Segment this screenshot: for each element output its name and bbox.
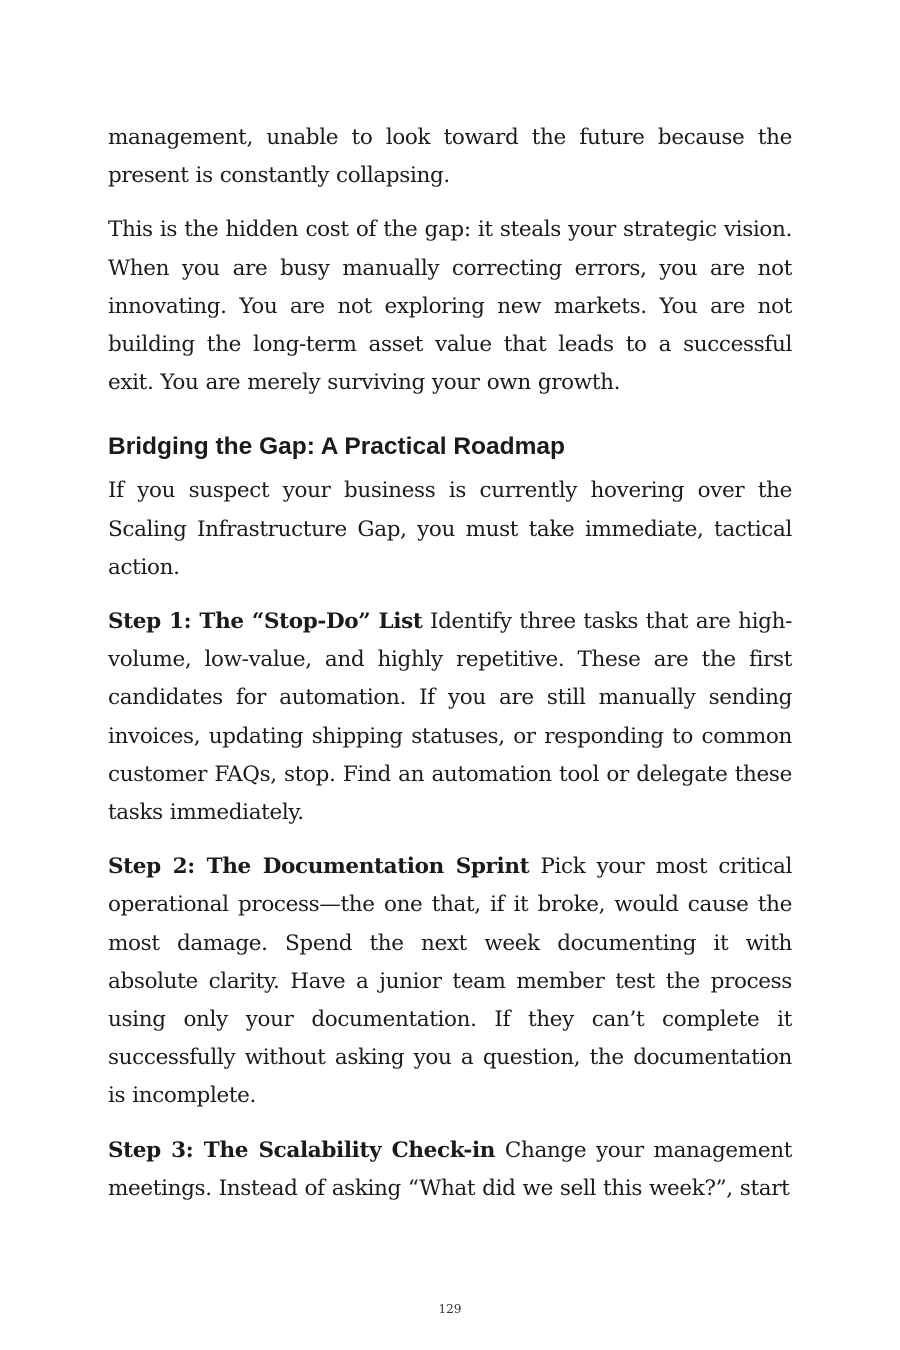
step-2-title: Step 2: The Documentation Sprint [108, 854, 530, 880]
step-2-body: Pick your most critical operational process—the one that, if it broke, would cause the most damage. Spend the next week documenting it with absolute clarity. Have a junior team member test the process using only your documentation. If they can’t complete it successfully without asking you a question, the documentation is incomplete. [108, 854, 793, 1109]
step-3-paragraph [108, 1132, 792, 1208]
page-number: 129 [438, 1302, 462, 1316]
page-content [108, 119, 792, 1224]
step-1-body: Identify three tasks that are high-volume, low-value, and highly repetitive. These are the first candidates for automation. If you are still manually sending invoices, updating shipping statuses, or responding to common customer FAQs, stop. Find an automation tool or delegate these tasks immediately. [108, 609, 793, 826]
step-3-body: Change your management meetings. Instead of asking “What did we sell this week?”, start [108, 1137, 792, 1201]
step-3-title: Step 3: The Scalability Check-in [108, 1137, 496, 1163]
step-1-paragraph [108, 603, 792, 832]
paragraph-continuation: management, unable to look toward the future because the present is constantly collapsing. [108, 125, 792, 189]
step-2-paragraph [108, 848, 792, 1115]
step-1-title: Step 1: The “Stop-Do” List [108, 609, 423, 635]
section-intro: If you suspect your business is currently hovering over the Scaling Infrastructure Gap, you must take immediate, tactical action. [108, 478, 792, 580]
paragraph-hidden-cost: This is the hidden cost of the gap: it steals your strategic vision. When you are busy manually correcting errors, you are not innovating. You are not exploring new markets. You are not building the long-term asset value that leads to a successful exit. You are merely surviving your own growth. [108, 217, 792, 396]
section-heading: Bridging the Gap: A Practical Roadmap [108, 433, 565, 461]
